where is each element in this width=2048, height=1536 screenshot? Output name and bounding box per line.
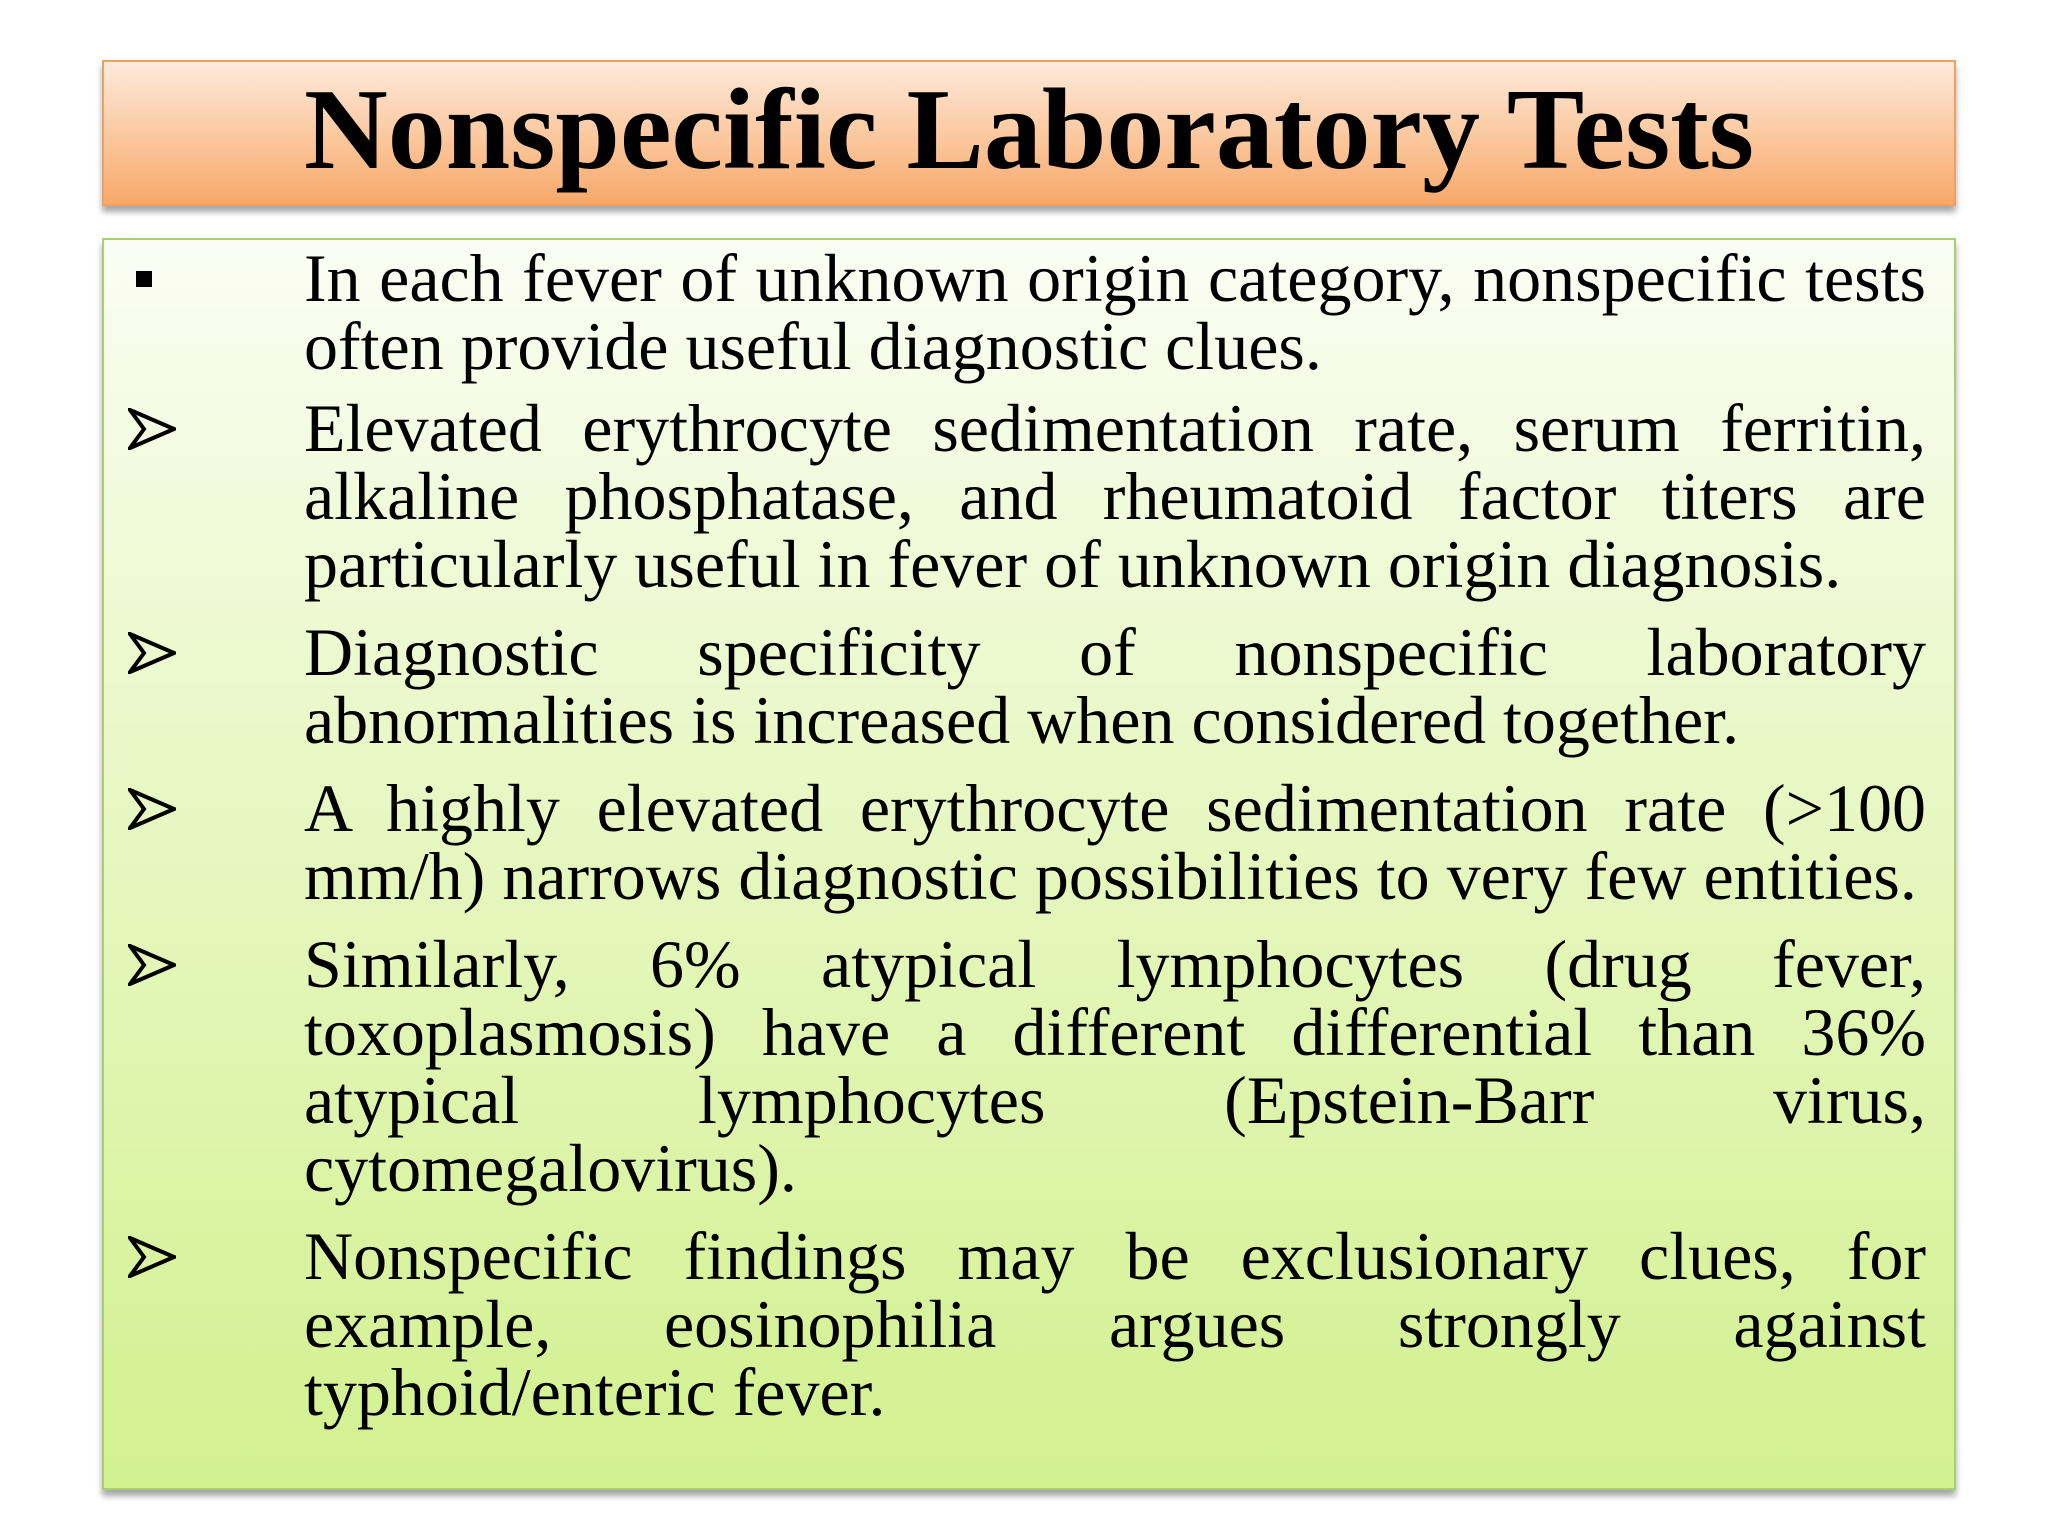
bullet-text: Nonspecific findings may be exclusionary clues, for example, eosinophilia argues strongly against typhoid/enteric fever. <box>304 1218 1926 1430</box>
content-panel <box>102 238 1956 1490</box>
bullet-text: A highly elevated erythrocyte sedimentation rate (>100 mm/h) narrows diagnostic possibilities to very few entities. <box>304 770 1926 914</box>
slide-title: Nonspecific Laboratory Tests <box>304 66 1754 194</box>
bullet-item <box>124 770 1938 914</box>
title-banner <box>102 60 1956 206</box>
bullet-item <box>124 240 1938 384</box>
bullet-text: Diagnostic specificity of nonspecific laboratory abnormalities is increased when considered together. <box>304 614 1926 758</box>
bullet-text: In each fever of unknown origin category, nonspecific tests often provide useful diagnostic clues. <box>304 240 1926 384</box>
bullet-text: Elevated erythrocyte sedimentation rate, serum ferritin, alkaline phosphatase, and rheumatoid factor titers are particularly useful in fever of unknown origin diagnosis. <box>304 390 1926 602</box>
bullet-item <box>124 926 1938 1206</box>
bullet-item <box>124 390 1938 602</box>
bullet-item <box>124 614 1938 758</box>
bullet-list <box>124 240 1938 1446</box>
bullet-text: Similarly, 6% atypical lymphocytes (drug fever, toxoplasmosis) have a different differential than 36% atypical lymphocytes (Epstein-Barr virus, cytomegalovirus). <box>304 926 1926 1206</box>
bullet-item <box>124 1218 1938 1430</box>
